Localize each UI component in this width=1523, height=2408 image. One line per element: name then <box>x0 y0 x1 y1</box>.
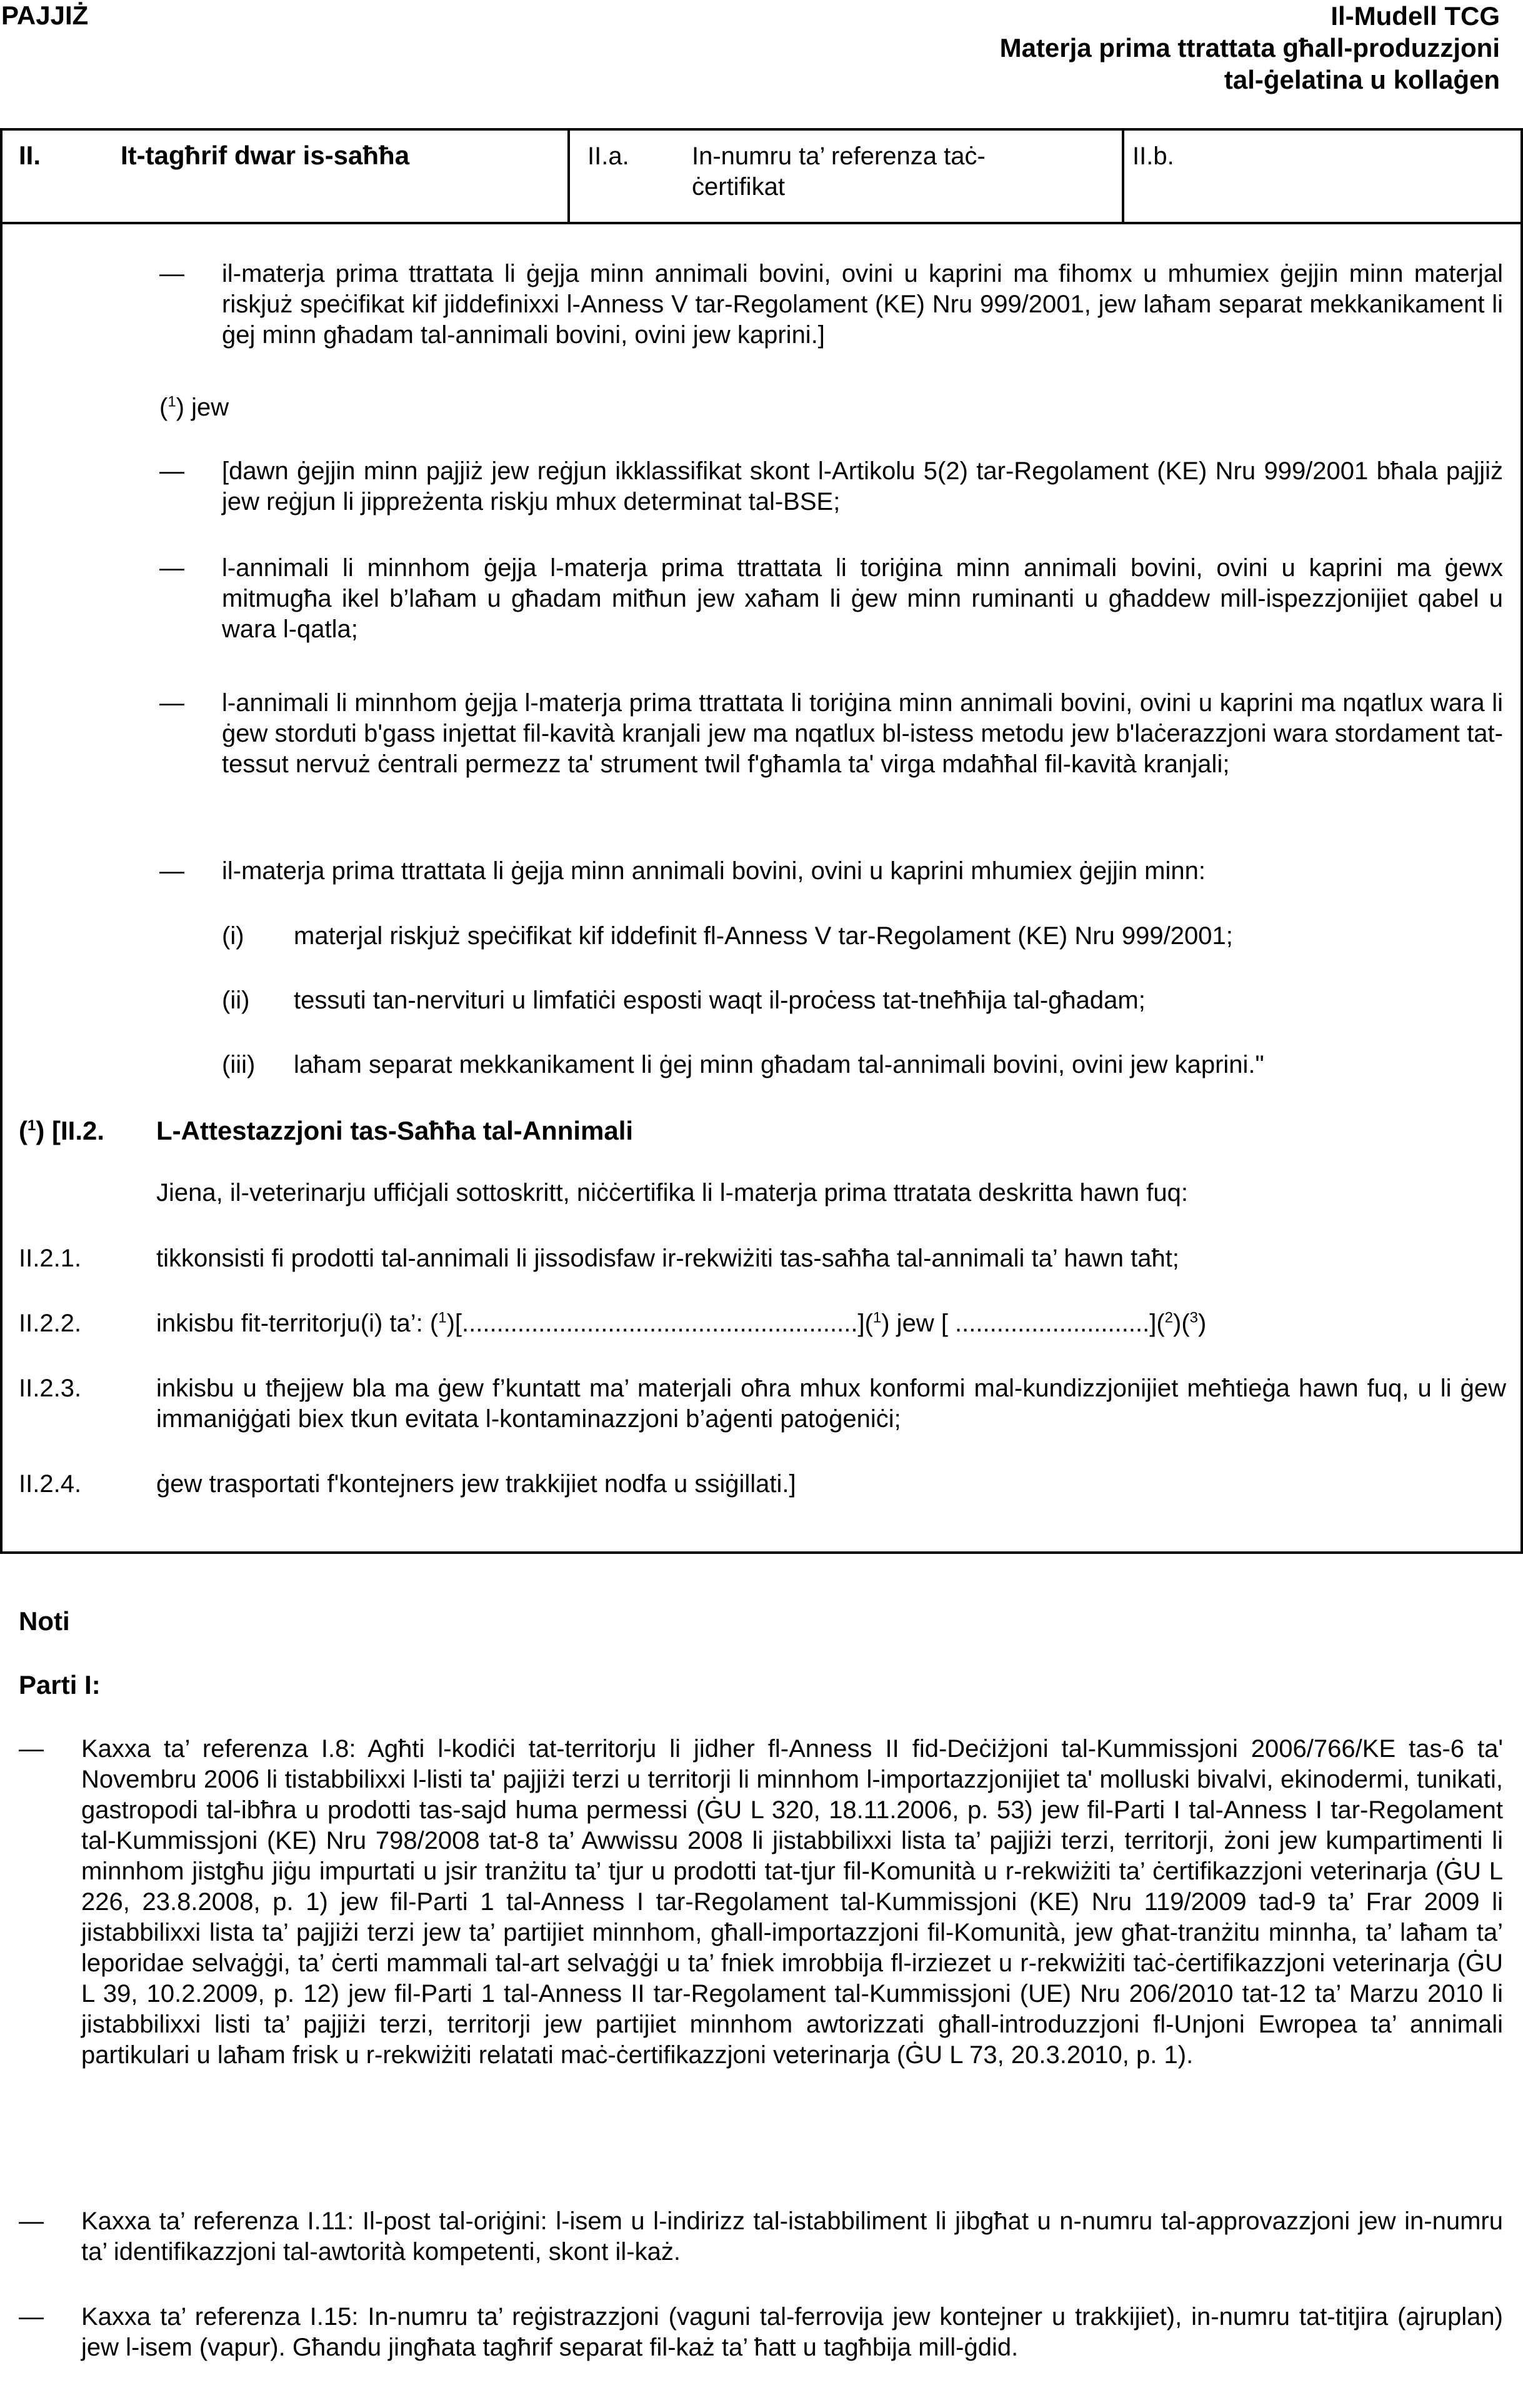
dash-3: — <box>159 554 184 582</box>
country-label: PAJJIŻ <box>1 1 89 30</box>
col-b-number: II.b. <box>1132 142 1174 170</box>
sub-item-text: tessuti tan-nervituri u limfatiċi esposti waqt il-proċess tat-tneħħija tal-għadam; <box>294 987 1146 1014</box>
item-text: tikkonsisti fi prodotti tal-annimali li jissodisfaw ir-rekwiżiti tas-saħħa tal-annimali ta’ hawn taħt; <box>156 1245 1179 1272</box>
table-top-border <box>0 128 1523 131</box>
table-left-border <box>0 128 2 1553</box>
document-title <box>1000 0 1500 96</box>
item-number: II.2.4. <box>19 1470 82 1498</box>
paragraph-dash-4: l-annimali li minnhom ġejja l-materja prima ttrattata li toriġina minn annimali bovini, ovini u kaprini ma nqatlux wara li ġew storduti b'gass injettat fil-kavità kranjali jew ma nqatlux bl-istess metodu jew b'laċerazzjoni wara stordament tat-tessut nervuż ċentrali permezz ta' strument twil f'għamla ta' virga mdaħħal fil-kavità kranjali; <box>222 689 1503 778</box>
table-bottom-border <box>0 1551 1523 1554</box>
sub-item-label: (ii) <box>222 987 250 1014</box>
header-col-divider-a <box>567 128 570 223</box>
section-title: It-tagħrif dwar is-saħħa <box>121 141 410 170</box>
item-text: inkisbu u tħejjew bla ma ġew f’kuntatt ma’ materjali oħra mhux konformi mal-kundizzjonijiet meħtieġa hawn fuq, u li ġew immaniġġati biex tkun evitata l-kontaminazzjoni b’aġenti patoġeniċi; <box>156 1375 1506 1433</box>
paragraph-dash-2: [dawn ġejjin minn pajjiż jew reġjun ikklassifikat skont l-Artikolu 5(2) tar-Regolament (KE) Nru 999/2001 bħala pajjiż jew reġjun li jippreżenta riskju mhux determinat tal-BSE; <box>222 457 1503 515</box>
model-label: Il-Mudell TCG <box>1331 1 1500 31</box>
table-header-divider <box>0 222 1523 224</box>
sub-item-label: (i) <box>222 922 244 950</box>
sub-item-text: laħam separat mekkanikament li ġej minn għadam tal-annimali bovini, ovini jew kaprini." <box>294 1051 1264 1078</box>
item-number: II.2.1. <box>19 1245 82 1272</box>
or-marker: ($^1$) jew <box>159 393 229 421</box>
title-line-1: Materja prima ttrattata għall-produzzjoni <box>999 33 1500 62</box>
col-a-label: In-numru ta’ referenza taċ- ċertifikat <box>692 142 986 201</box>
note-dash: — <box>19 2207 44 2235</box>
title-line-2: tal-ġelatina u kollaġen <box>1224 65 1500 94</box>
sub-item-text: materjal riskjuż speċifikat kif iddefinit fl-Anness V tar-Regolament (KE) Nru 999/2001; <box>294 922 1233 950</box>
note-dash: — <box>19 1735 44 1763</box>
notes-part: Parti I: <box>19 1670 101 1699</box>
item-text: inkisbu fit-territorju(i) ta’: ($^1$)[.........................................................]($^1$) jew [ ............................]($^2$)($^3$) <box>156 1309 1207 1337</box>
sub-item-label: (iii) <box>222 1051 256 1078</box>
section-number: II. <box>19 141 41 170</box>
dash-4: — <box>159 689 184 717</box>
section2-intro: Jiena, il-veterinarju uffiċjali sottoskritt, niċċertifika li l-materja prima ttratata deskritta hawn fuq: <box>156 1179 1188 1206</box>
paragraph-dash-3: l-annimali li minnhom ġejja l-materja prima ttrattata li toriġina minn annimali bovini, ovini u kaprini ma ġewx mitmugħa ikel b’laħam u għadam mitħun jew xaħam li ġew minn ruminanti u għaddew mill-ispezzjonijiet qabel u wara l-qatla; <box>222 554 1503 643</box>
dash-5: — <box>159 857 184 885</box>
table-right-border <box>1521 128 1523 1553</box>
header-col-divider-b <box>1122 128 1124 223</box>
col-a-number: II.a. <box>587 142 629 170</box>
item-number: II.2.3. <box>19 1375 82 1402</box>
note-item: Kaxxa ta’ referenza I.11: Il-post tal-oriġini: l-isem u l-indirizz tal-istabbiliment li jibgħat u n-numru tal-approvazzjoni jew in-numru ta’ identifikazzjoni tal-awtorità kompetenti, skont il-każ. <box>81 2207 1503 2266</box>
paragraph-dash-5: il-materja prima ttrattata li ġejja minn annimali bovini, ovini u kaprini mhumiex ġejjin minn: <box>222 857 1206 885</box>
paragraph-dash-1: il-materja prima ttrattata li ġejja minn annimali bovini, ovini u kaprini ma fihomx u mhumiex ġejjin minn materjal riskjuż speċifikat kif jiddefinixxi l-Anness V tar-Regolament (KE) Nru 999/2001, jew laħam separat mekkanikament li ġej minn għadam tal-annimali bovini, ovini jew kaprini.] <box>222 260 1503 349</box>
dash-1: — <box>159 260 184 287</box>
section2-ref: ($^1$) [II.2. <box>19 1116 105 1145</box>
section2-title: L-Attestazzjoni tas-Saħħa tal-Annimali <box>156 1116 634 1145</box>
note-item: Kaxxa ta’ referenza I.8: Agħti l-kodiċi tat-territorju li jidher fl-Anness II fid-Deċiżjoni tal-Kummissjoni 2006/766/KE tas-6 ta' Novembru 2006 li tistabbilixxi l-listi ta' pajjiżi terzi u territorji li minnhom l-importazzjonijiet ta' molluski bivalvi, ekinodermi, tunikati, gastropodi tal-ibħra u prodotti tas-sajd huma permessi (ĠU L 320, 18.11.2006, p. 53) jew fil-Parti I tal-Anness I tar-Regolament tal-Kummissjoni (KE) Nru 798/2008 tat-8 ta’ Awwissu 2008 li jistabbilixxi lista ta’ pajjiżi terzi, territorji, żoni jew kumpartimenti li minnhom jistgħu jiġu impurtati u jsir tranżitu ta’ tjur u prodotti tat-tjur fil-Komunità u r-rekwiżiti ta’ ċertifikazzjoni veterinarja (ĠU L 226, 23.8.2008, p. 1) jew fil-Parti 1 tal-Anness I tar-Regolament tal-Kummissjoni (KE) Nru 119/2009 tad-9 ta’ Frar 2009 li jistabbilixxi lista ta’ pajjiżi terzi jew ta’ partijiet minnhom, għall-importazzjoni fil-Komunità, jew għat-tranżitu minnha, ta’ laħam ta’ leporidae selvaġġi, ta’ ċerti mammali tal-art selvaġġi u ta’ fniek imrobbija fl-irziezet u r-rekwiżiti taċ-ċertifikazzjoni veterinarja (ĠU L 39, 10.2.2009, p. 12) jew fil-Parti 1 tal-Anness II tar-Regolament tal-Kummissjoni (UE) Nru 206/2010 tat-12 ta’ Marzu 2010 li jistabbilixxi listi ta’ pajjiżi terzi, territorji jew partijiet minnhom awtorizzati għall-introduzzjoni fl-Unjoni Ewropea ta’ annimali partikulari u laħam frisk u r-rekwiżiti relatati maċ-ċertifikazzjoni veterinarja (ĠU L 73, 20.3.2010, p. 1). <box>81 1735 1503 2069</box>
dash-2: — <box>159 457 184 485</box>
note-item: Kaxxa ta’ referenza I.15: In-numru ta’ reġistrazzjoni (vaguni tal-ferrovija jew kontejner u trakkijiet), in-numru tat-titjira (ajruplan) jew l-isem (vapur). Għandu jingħata tagħrif separat fil-każ ta’ ħatt u tagħbija mill-ġdid. <box>81 2303 1503 2361</box>
note-dash: — <box>19 2303 44 2331</box>
item-number: II.2.2. <box>19 1310 82 1337</box>
notes-title: Noti <box>19 1606 70 1636</box>
item-text: ġew trasportati f'kontejners jew trakkijiet nodfa u ssiġillati.] <box>156 1470 796 1498</box>
